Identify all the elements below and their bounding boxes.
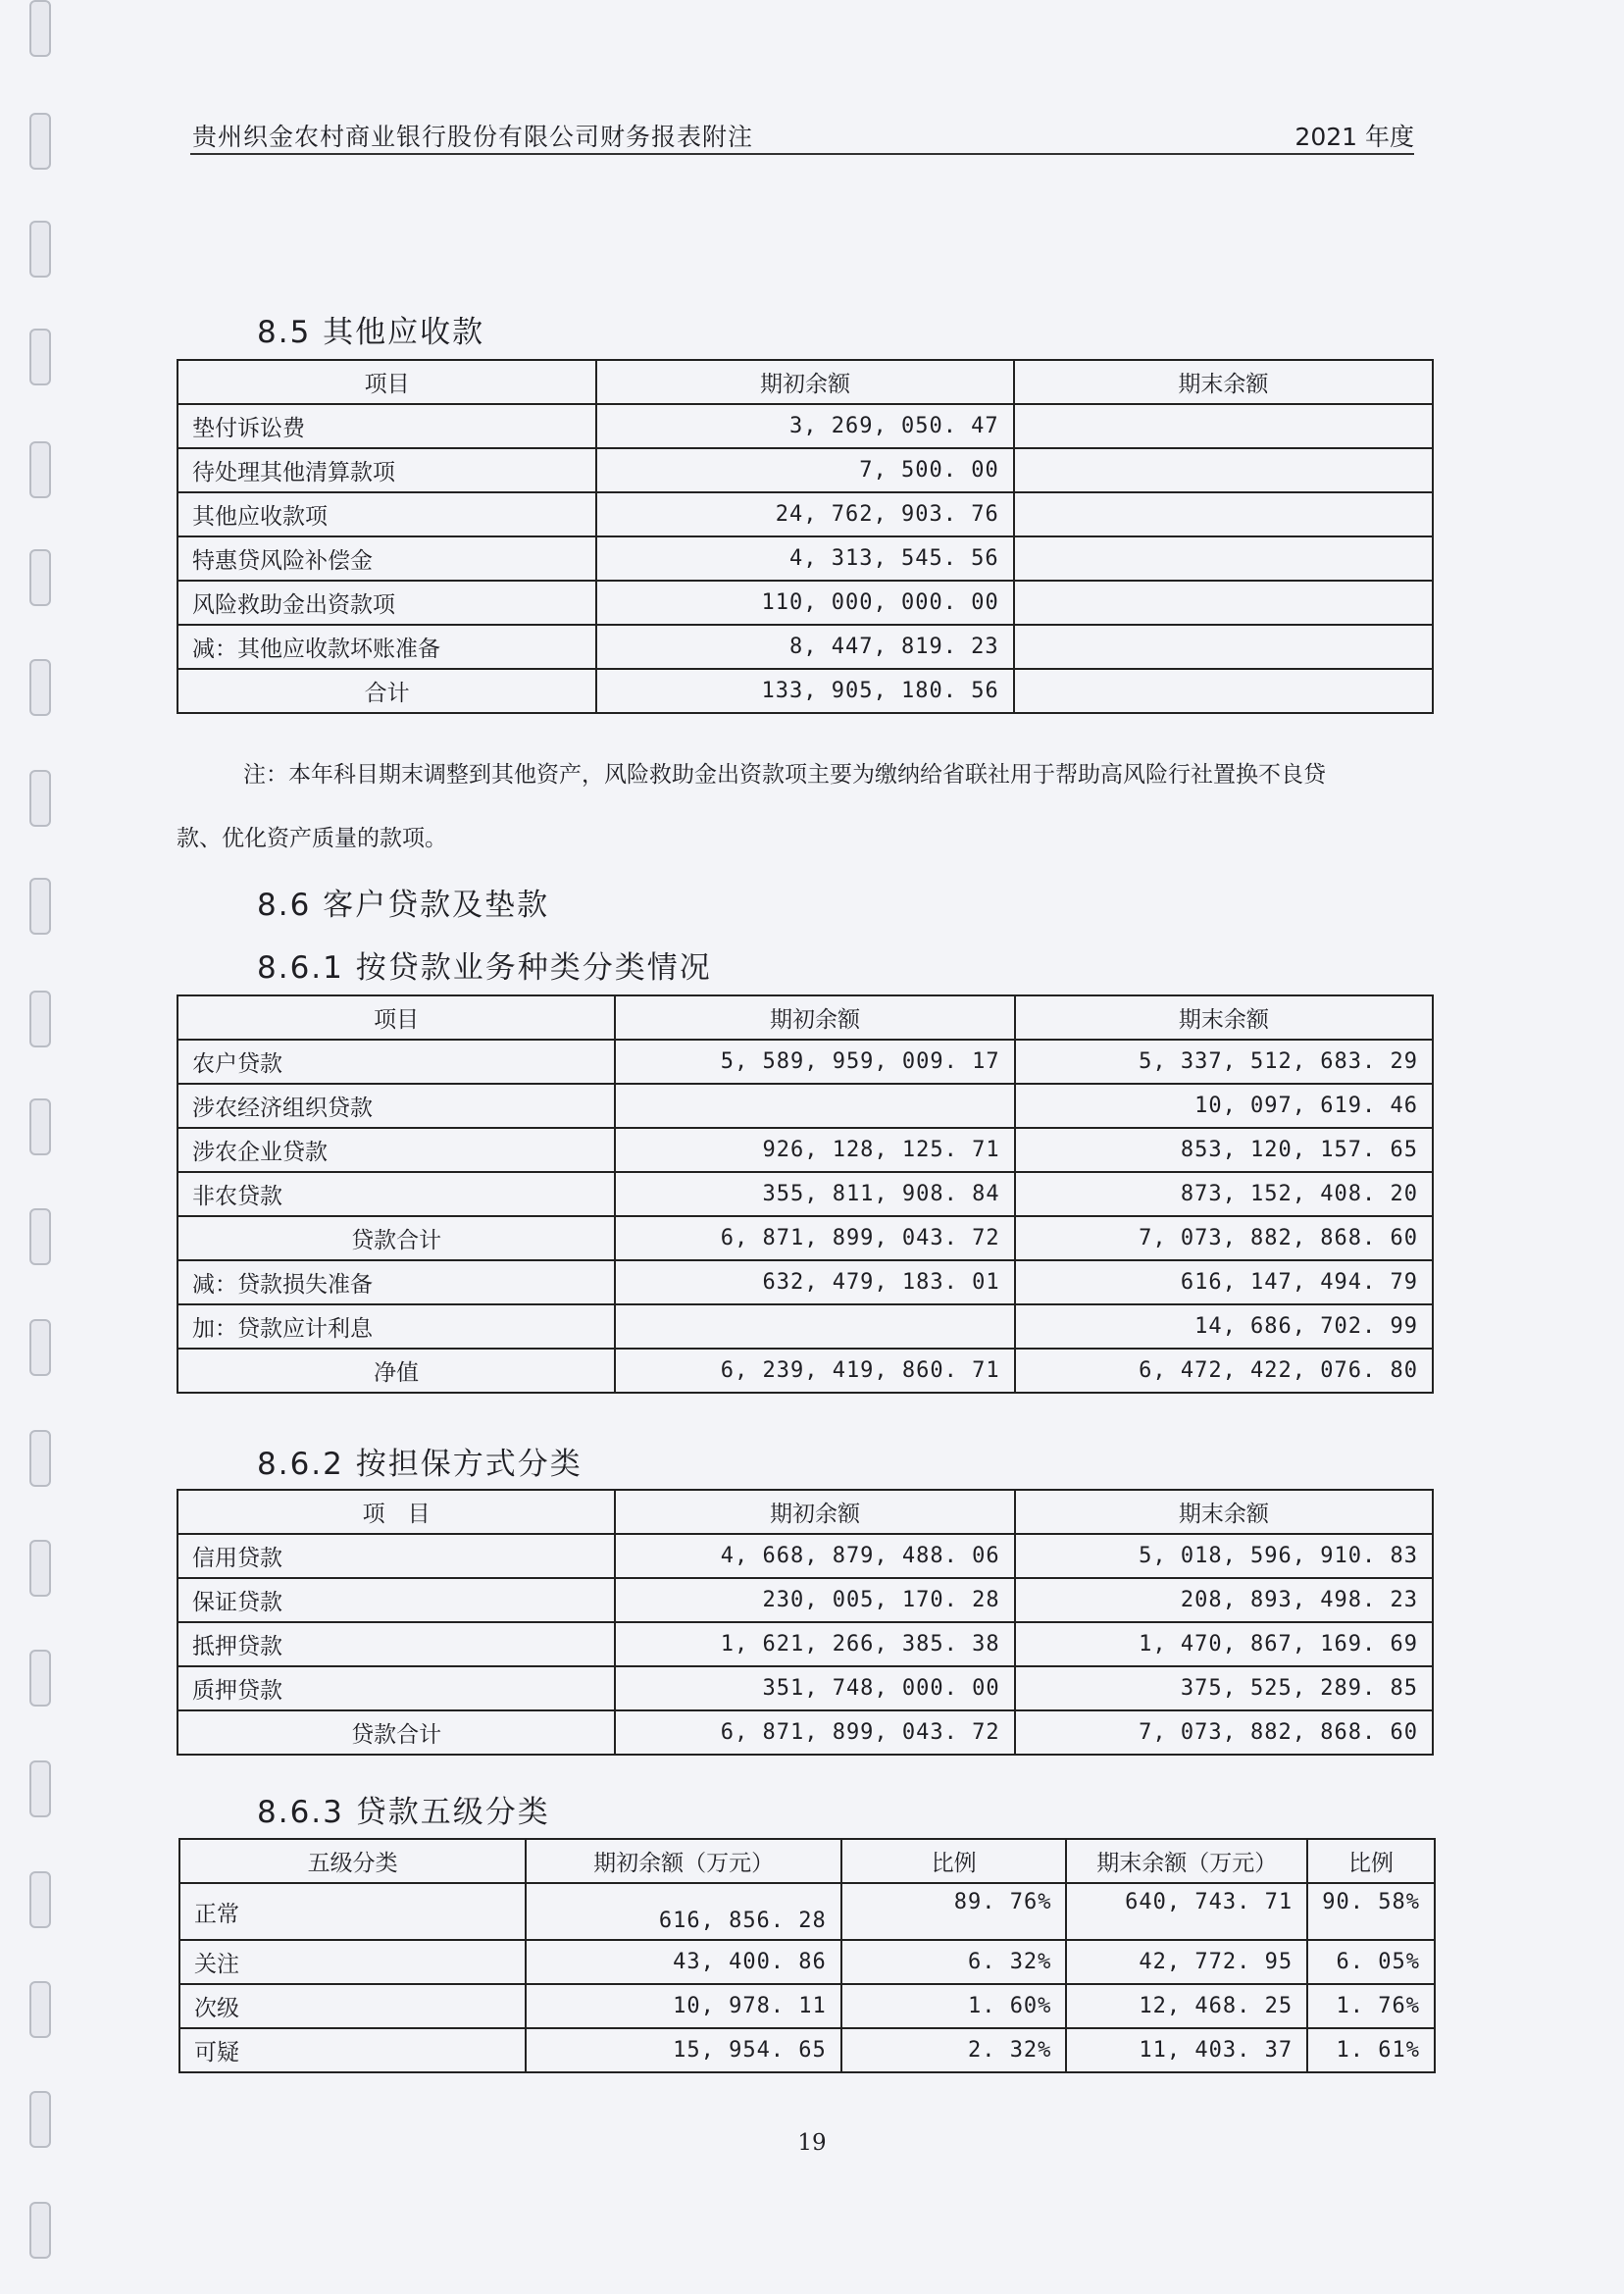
closing-balance: 14, 686, 702. 99 (1015, 1304, 1433, 1349)
table-subtotal-row (178, 1216, 1433, 1260)
row-label: 减：贷款损失准备 (178, 1260, 615, 1304)
binding-hole (29, 1098, 51, 1155)
closing-balance: 375, 525, 289. 85 (1015, 1666, 1433, 1710)
opening-ratio: 6. 32% (841, 1940, 1067, 1984)
row-label: 质押贷款 (178, 1666, 615, 1710)
closing-balance: 7, 073, 882, 868. 60 (1015, 1216, 1433, 1260)
report-title: 贵州织金农村商业银行股份有限公司财务报表附注 (192, 123, 754, 151)
loans-by-business-type-table (177, 994, 1434, 1394)
table-header-row (179, 1839, 1435, 1883)
column-header: 项 目 (178, 1490, 615, 1534)
section-heading-8-6-3: 8.6.3 贷款五级分类 (257, 1795, 550, 1830)
opening-balance: 43, 400. 86 (526, 1940, 840, 1984)
closing-balance: 10, 097, 619. 46 (1015, 1084, 1433, 1128)
closing-balance (1014, 669, 1433, 713)
opening-balance: 1, 621, 266, 385. 38 (615, 1622, 1014, 1666)
closing-balance: 5, 018, 596, 910. 83 (1015, 1534, 1433, 1578)
opening-ratio: 1. 60% (841, 1984, 1067, 2028)
closing-balance (1014, 581, 1433, 625)
table-row (178, 1666, 1433, 1710)
opening-balance: 133, 905, 180. 56 (596, 669, 1013, 713)
subtotal-label: 贷款合计 (178, 1216, 615, 1260)
closing-balance: 853, 120, 157. 65 (1015, 1128, 1433, 1172)
table-row (178, 1534, 1433, 1578)
closing-balance (1014, 448, 1433, 492)
table-row (179, 2028, 1435, 2072)
section-heading-8-6-1: 8.6.1 按贷款业务种类分类情况 (257, 950, 712, 986)
closing-balance (1014, 404, 1433, 448)
table-row (178, 1622, 1433, 1666)
opening-balance (615, 1084, 1014, 1128)
opening-balance: 24, 762, 903. 76 (596, 492, 1013, 536)
table-header-row (178, 360, 1433, 404)
table-row (179, 1883, 1435, 1940)
binding-hole (29, 1871, 51, 1928)
closing-balance: 11, 403. 37 (1066, 2028, 1307, 2072)
binding-hole (29, 113, 51, 170)
closing-ratio: 90. 58% (1307, 1883, 1435, 1940)
closing-balance: 6, 472, 422, 076. 80 (1015, 1349, 1433, 1393)
row-label: 农户贷款 (178, 1040, 615, 1084)
opening-balance: 230, 005, 170. 28 (615, 1578, 1014, 1622)
closing-balance: 1, 470, 867, 169. 69 (1015, 1622, 1433, 1666)
binding-hole (29, 1760, 51, 1817)
closing-balance: 5, 337, 512, 683. 29 (1015, 1040, 1433, 1084)
binding-holes (29, 0, 51, 2294)
opening-balance: 616, 856. 28 (526, 1883, 840, 1940)
table-row (178, 536, 1433, 581)
opening-balance: 6, 871, 899, 043. 72 (615, 1710, 1014, 1755)
column-header: 期初余额 (615, 1490, 1014, 1534)
column-header: 期初余额（万元） (526, 1839, 840, 1883)
closing-balance (1014, 625, 1433, 669)
total-label: 合计 (178, 669, 596, 713)
opening-balance: 632, 479, 183. 01 (615, 1260, 1014, 1304)
header-rule (190, 153, 1414, 155)
column-header: 期初余额 (596, 360, 1013, 404)
opening-balance (615, 1304, 1014, 1349)
opening-balance: 351, 748, 000. 00 (615, 1666, 1014, 1710)
binding-hole (29, 1319, 51, 1376)
opening-balance: 8, 447, 819. 23 (596, 625, 1013, 669)
closing-ratio: 6. 05% (1307, 1940, 1435, 1984)
closing-balance: 12, 468. 25 (1066, 1984, 1307, 2028)
opening-balance: 7, 500. 00 (596, 448, 1013, 492)
binding-hole (29, 1650, 51, 1707)
column-header: 比例 (1307, 1839, 1435, 1883)
column-header: 比例 (841, 1839, 1067, 1883)
binding-hole (29, 1208, 51, 1265)
column-header: 期末余额 (1014, 360, 1433, 404)
column-header: 期末余额（万元） (1066, 1839, 1307, 1883)
opening-ratio: 2. 32% (841, 2028, 1067, 2072)
row-label: 垫付诉讼费 (178, 404, 596, 448)
opening-balance: 10, 978. 11 (526, 1984, 840, 2028)
row-label: 非农贷款 (178, 1172, 615, 1216)
opening-balance: 4, 668, 879, 488. 06 (615, 1534, 1014, 1578)
table-total-row (178, 669, 1433, 713)
closing-balance: 208, 893, 498. 23 (1015, 1578, 1433, 1622)
row-label: 抵押贷款 (178, 1622, 615, 1666)
closing-balance: 42, 772. 95 (1066, 1940, 1307, 1984)
table-row (179, 1984, 1435, 2028)
column-header: 期末余额 (1015, 1490, 1433, 1534)
table-header-row (178, 995, 1433, 1040)
report-year: 2021 年度 (1294, 123, 1414, 151)
table-row (178, 492, 1433, 536)
row-label: 特惠贷风险补偿金 (178, 536, 596, 581)
category-label: 关注 (179, 1940, 526, 1984)
table-row (178, 1040, 1433, 1084)
table-row (178, 1260, 1433, 1304)
loan-classification-table (178, 1838, 1436, 2073)
table-total-row (178, 1710, 1433, 1755)
binding-hole (29, 878, 51, 935)
category-label: 正常 (179, 1883, 526, 1940)
note-line: 注：本年科目期末调整到其他资产，风险救助金出资款项主要为缴纳给省联社用于帮助高风险行社置换不良贷 (243, 762, 1326, 788)
row-label: 涉农经济组织贷款 (178, 1084, 615, 1128)
column-header: 项目 (178, 995, 615, 1040)
binding-hole (29, 770, 51, 827)
opening-balance: 4, 313, 545. 56 (596, 536, 1013, 581)
binding-hole (29, 1540, 51, 1597)
binding-hole (29, 1981, 51, 2038)
category-label: 可疑 (179, 2028, 526, 2072)
total-label: 贷款合计 (178, 1710, 615, 1755)
opening-balance: 110, 000, 000. 00 (596, 581, 1013, 625)
opening-balance: 5, 589, 959, 009. 17 (615, 1040, 1014, 1084)
table-row (178, 625, 1433, 669)
opening-balance: 355, 811, 908. 84 (615, 1172, 1014, 1216)
row-label: 加：贷款应计利息 (178, 1304, 615, 1349)
column-header: 期初余额 (615, 995, 1014, 1040)
section-heading-8-6: 8.6 客户贷款及垫款 (257, 888, 550, 923)
table-row (178, 404, 1433, 448)
table-row (179, 1940, 1435, 1984)
row-label: 风险救助金出资款项 (178, 581, 596, 625)
binding-hole (29, 659, 51, 716)
row-label: 涉农企业贷款 (178, 1128, 615, 1172)
note-line: 款、优化资产质量的款项。 (177, 826, 447, 851)
binding-hole (29, 549, 51, 606)
closing-ratio: 1. 61% (1307, 2028, 1435, 2072)
closing-balance: 616, 147, 494. 79 (1015, 1260, 1433, 1304)
table-row (178, 1128, 1433, 1172)
row-label: 保证贷款 (178, 1578, 615, 1622)
row-label: 待处理其他清算款项 (178, 448, 596, 492)
opening-balance: 15, 954. 65 (526, 2028, 840, 2072)
row-label: 其他应收款项 (178, 492, 596, 536)
binding-hole (29, 1430, 51, 1487)
table-row (178, 448, 1433, 492)
closing-balance: 640, 743. 71 (1066, 1883, 1307, 1940)
closing-balance: 7, 073, 882, 868. 60 (1015, 1710, 1433, 1755)
binding-hole (29, 991, 51, 1047)
category-label: 次级 (179, 1984, 526, 2028)
binding-hole (29, 329, 51, 385)
binding-hole (29, 441, 51, 498)
opening-ratio: 89. 76% (841, 1883, 1067, 1940)
column-header: 期末余额 (1015, 995, 1433, 1040)
binding-hole (29, 221, 51, 278)
closing-balance (1014, 536, 1433, 581)
page-number: 19 (797, 2130, 827, 2156)
net-value-label: 净值 (178, 1349, 615, 1393)
table-row (178, 1304, 1433, 1349)
opening-balance: 6, 871, 899, 043. 72 (615, 1216, 1014, 1260)
table-row (178, 1172, 1433, 1216)
row-label: 减：其他应收款坏账准备 (178, 625, 596, 669)
row-label: 信用贷款 (178, 1534, 615, 1578)
binding-hole (29, 0, 51, 57)
section-heading-8-6-2: 8.6.2 按担保方式分类 (257, 1447, 583, 1482)
table-row (178, 1084, 1433, 1128)
closing-ratio: 1. 76% (1307, 1984, 1435, 2028)
binding-hole (29, 2202, 51, 2259)
closing-balance: 873, 152, 408. 20 (1015, 1172, 1433, 1216)
section-heading-8-5: 8.5 其他应收款 (257, 315, 485, 350)
column-header: 项目 (178, 360, 596, 404)
loans-by-guarantee-table (177, 1489, 1434, 1756)
opening-balance: 6, 239, 419, 860. 71 (615, 1349, 1014, 1393)
table-row (178, 1578, 1433, 1622)
column-header: 五级分类 (179, 1839, 526, 1883)
table-total-row (178, 1349, 1433, 1393)
other-receivables-table (177, 359, 1434, 714)
opening-balance: 3, 269, 050. 47 (596, 404, 1013, 448)
table-row (178, 581, 1433, 625)
closing-balance (1014, 492, 1433, 536)
opening-balance: 926, 128, 125. 71 (615, 1128, 1014, 1172)
table-header-row (178, 1490, 1433, 1534)
